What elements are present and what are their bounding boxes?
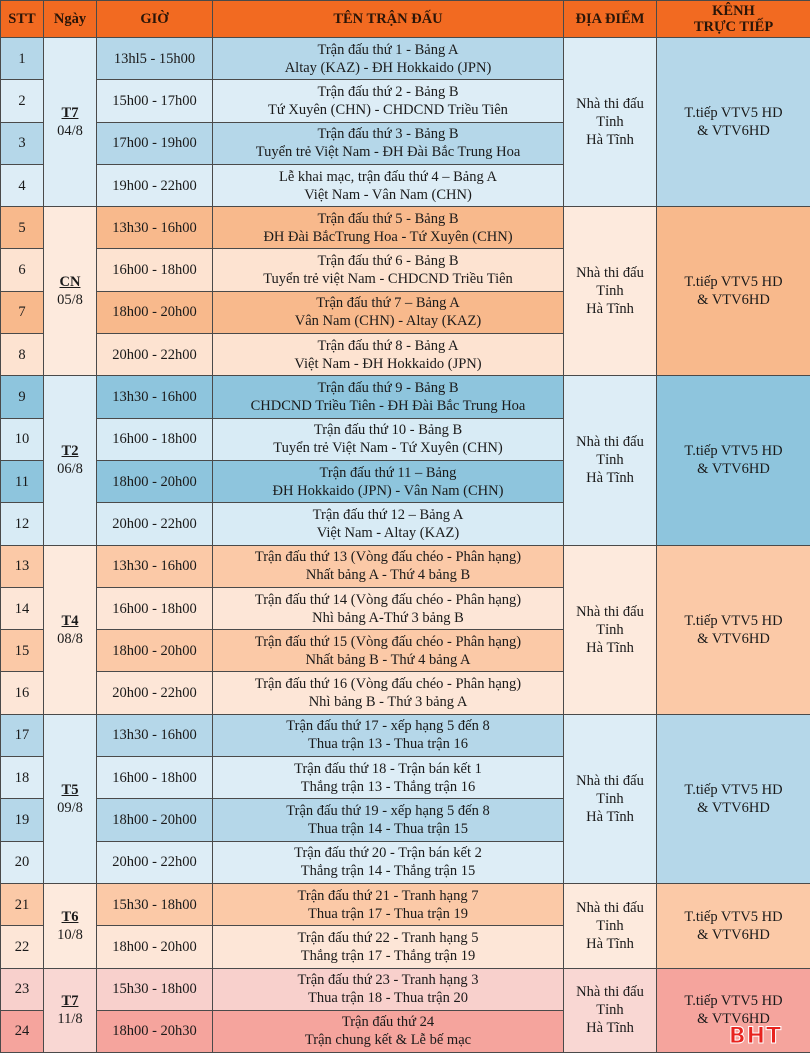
venue-cell xyxy=(564,545,657,714)
date-cell xyxy=(44,38,97,207)
watermark-logo: BHT xyxy=(728,1024,782,1050)
stt-cell: 24 xyxy=(1,1010,44,1052)
channel-line: & VTV6HD xyxy=(697,123,770,140)
match-cell xyxy=(213,883,564,925)
date-cell xyxy=(44,207,97,376)
match-title: Trận đấu thứ 8 - Bảng A xyxy=(317,337,459,354)
venue-line: Tỉnh xyxy=(596,283,624,300)
venue-line: Hà Tĩnh xyxy=(586,132,634,149)
match-teams: Việt Nam - ĐH Hokkaido (JPN) xyxy=(294,355,482,372)
header-row xyxy=(1,1,810,38)
channel-line: T.tiếp VTV5 HD xyxy=(684,274,783,291)
stt-cell: 18 xyxy=(1,757,44,799)
channel-line: & VTV6HD xyxy=(697,799,770,816)
match-title: Lễ khai mạc, trận đấu thứ 4 – Bảng A xyxy=(278,168,498,185)
channel-line: & VTV6HD xyxy=(697,630,770,647)
time-cell: 13h30 - 16h00 xyxy=(97,376,213,418)
match-title: Trận đấu thứ 24 xyxy=(341,1014,435,1031)
time-cell: 13hl5 - 15h00 xyxy=(97,38,213,80)
match-teams: ĐH Hokkaido (JPN) - Vân Nam (CHN) xyxy=(272,482,504,499)
venue-line: Nhà thi đấu xyxy=(576,603,644,620)
match-cell xyxy=(213,799,564,841)
header-date: Ngày xyxy=(44,1,97,38)
header-venue: ĐỊA ĐIỂM xyxy=(564,1,657,38)
date-cell xyxy=(44,376,97,545)
match-title: Trận đấu thứ 6 - Bảng B xyxy=(317,253,459,270)
match-teams: CHDCND Triều Tiên - ĐH Đài Bắc Trung Hoa xyxy=(250,398,526,415)
venue-cell xyxy=(564,376,657,545)
match-title: Trận đấu thứ 19 - xếp hạng 5 đến 8 xyxy=(286,802,490,819)
match-teams: Tuyển trẻ việt Nam - CHDCND Triều Tiên xyxy=(263,271,513,288)
venue-line: Nhà thi đấu xyxy=(576,984,644,1001)
stt-cell: 22 xyxy=(1,926,44,968)
match-teams: Thua trận 18 - Thua trận 20 xyxy=(308,990,468,1007)
channel-cell xyxy=(657,883,810,968)
date-cell xyxy=(44,714,97,883)
table-row xyxy=(1,207,810,249)
channel-line: T.tiếp VTV5 HD xyxy=(684,908,783,925)
time-cell: 15h30 - 18h00 xyxy=(97,883,213,925)
venue-line: Nhà thi đấu xyxy=(576,434,644,451)
table-row xyxy=(1,376,810,418)
channel-line: T.tiếp VTV5 HD xyxy=(684,612,783,629)
day-label: T2 xyxy=(61,443,79,460)
schedule-body xyxy=(1,38,810,1053)
match-cell xyxy=(213,757,564,799)
time-cell: 15h00 - 17h00 xyxy=(97,80,213,122)
date-label: 09/8 xyxy=(57,799,83,816)
table-row xyxy=(1,714,810,756)
stt-cell: 7 xyxy=(1,291,44,333)
venue-line: Hà Tĩnh xyxy=(586,470,634,487)
header-channel-line1: KÊNH xyxy=(712,3,755,19)
stt-cell: 10 xyxy=(1,418,44,460)
header-channel-line2: TRỰC TIẾP xyxy=(693,19,774,35)
match-cell xyxy=(213,249,564,291)
stt-cell: 16 xyxy=(1,672,44,714)
time-cell: 16h00 - 18h00 xyxy=(97,418,213,460)
match-teams: Thua trận 17 - Thua trận 19 xyxy=(308,905,468,922)
match-teams: Thua trận 13 - Thua trận 16 xyxy=(308,736,468,753)
match-cell xyxy=(213,38,564,80)
match-teams: Nhất bảng A - Thứ 4 bảng B xyxy=(305,567,471,584)
date-cell xyxy=(44,883,97,968)
match-title: Trận đấu thứ 13 (Vòng đấu chéo - Phân hạng) xyxy=(254,549,522,566)
time-cell: 20h00 - 22h00 xyxy=(97,334,213,376)
stt-cell: 20 xyxy=(1,841,44,883)
venue-line: Hà Tĩnh xyxy=(586,808,634,825)
stt-cell: 23 xyxy=(1,968,44,1010)
header-match: TÊN TRẬN ĐẤU xyxy=(213,1,564,38)
venue-cell xyxy=(564,968,657,1053)
match-title: Trận đấu thứ 15 (Vòng đấu chéo - Phân hạng) xyxy=(254,633,522,650)
time-cell: 16h00 - 18h00 xyxy=(97,249,213,291)
stt-cell: 11 xyxy=(1,460,44,502)
channel-line: & VTV6HD xyxy=(697,926,770,943)
match-cell xyxy=(213,714,564,756)
match-title: Trận đấu thứ 16 (Vòng đấu chéo - Phân hạng) xyxy=(254,676,522,693)
header-stt: STT xyxy=(1,1,44,38)
time-cell: 13h30 - 16h00 xyxy=(97,714,213,756)
venue-line: Nhà thi đấu xyxy=(576,96,644,113)
time-cell: 16h00 - 18h00 xyxy=(97,587,213,629)
day-label: CN xyxy=(59,274,81,291)
time-cell: 18h00 - 20h00 xyxy=(97,291,213,333)
stt-cell: 6 xyxy=(1,249,44,291)
venue-line: Tỉnh xyxy=(596,1002,624,1019)
stt-cell: 15 xyxy=(1,630,44,672)
stt-cell: 4 xyxy=(1,164,44,206)
stt-cell: 1 xyxy=(1,38,44,80)
venue-line: Tỉnh xyxy=(596,917,624,934)
day-label: T4 xyxy=(61,612,79,629)
match-title: Trận đấu thứ 14 (Vòng đấu chéo - Phân hạng) xyxy=(254,591,522,608)
match-title: Trận đấu thứ 1 - Bảng A xyxy=(317,41,459,58)
date-label: 04/8 xyxy=(57,123,83,140)
stt-cell: 8 xyxy=(1,334,44,376)
match-title: Trận đấu thứ 23 - Tranh hạng 3 xyxy=(297,972,479,989)
venue-line: Hà Tĩnh xyxy=(586,935,634,952)
date-cell xyxy=(44,968,97,1053)
table-row xyxy=(1,968,810,1010)
channel-line: & VTV6HD xyxy=(697,292,770,309)
match-title: Trận đấu thứ 21 - Tranh hạng 7 xyxy=(297,887,479,904)
match-title: Trận đấu thứ 2 - Bảng B xyxy=(317,83,459,100)
channel-line: T.tiếp VTV5 HD xyxy=(684,781,783,798)
match-teams: Vân Nam (CHN) - Altay (KAZ) xyxy=(294,313,482,330)
venue-line: Tỉnh xyxy=(596,452,624,469)
day-label: T5 xyxy=(61,781,79,798)
channel-cell xyxy=(657,968,810,1053)
match-cell xyxy=(213,418,564,460)
channel-cell xyxy=(657,545,810,714)
match-teams: Thắng trận 17 - Thắng trận 19 xyxy=(300,947,476,964)
stt-cell: 19 xyxy=(1,799,44,841)
venue-line: Tỉnh xyxy=(596,621,624,638)
table-row xyxy=(1,545,810,587)
match-cell xyxy=(213,926,564,968)
stt-cell: 9 xyxy=(1,376,44,418)
venue-cell xyxy=(564,714,657,883)
match-title: Trận đấu thứ 22 - Tranh hạng 5 xyxy=(297,929,479,946)
match-cell xyxy=(213,545,564,587)
match-teams: Thắng trận 13 - Thắng trận 16 xyxy=(300,778,476,795)
venue-line: Tỉnh xyxy=(596,790,624,807)
table-row xyxy=(1,38,810,80)
header-time: GIỜ xyxy=(97,1,213,38)
time-cell: 18h00 - 20h00 xyxy=(97,460,213,502)
match-cell xyxy=(213,1010,564,1052)
date-label: 08/8 xyxy=(57,630,83,647)
table-row xyxy=(1,883,810,925)
time-cell: 18h00 - 20h30 xyxy=(97,1010,213,1052)
venue-line: Hà Tĩnh xyxy=(586,1020,634,1037)
match-title: Trận đấu thứ 17 - xếp hạng 5 đến 8 xyxy=(286,718,490,735)
time-cell: 20h00 - 22h00 xyxy=(97,672,213,714)
venue-line: Tỉnh xyxy=(596,114,624,131)
match-teams: Tứ Xuyên (CHN) - CHDCND Triều Tiên xyxy=(268,101,508,118)
venue-line: Nhà thi đấu xyxy=(576,772,644,789)
time-cell: 16h00 - 18h00 xyxy=(97,757,213,799)
time-cell: 20h00 - 22h00 xyxy=(97,841,213,883)
stt-cell: 5 xyxy=(1,207,44,249)
match-teams: Altay (KAZ) - ĐH Hokkaido (JPN) xyxy=(284,59,492,76)
date-label: 11/8 xyxy=(57,1011,83,1028)
match-cell xyxy=(213,376,564,418)
match-title: Trận đấu thứ 9 - Bảng B xyxy=(317,380,459,397)
match-title: Trận đấu thứ 11 – Bảng xyxy=(319,464,457,481)
stt-cell: 21 xyxy=(1,883,44,925)
stt-cell: 13 xyxy=(1,545,44,587)
match-cell xyxy=(213,122,564,164)
venue-cell xyxy=(564,207,657,376)
day-label: T6 xyxy=(61,908,79,925)
match-title: Trận đấu thứ 18 - Trận bán kết 1 xyxy=(294,760,482,777)
channel-line: T.tiếp VTV5 HD xyxy=(684,993,783,1010)
stt-cell: 14 xyxy=(1,587,44,629)
channel-line: T.tiếp VTV5 HD xyxy=(684,105,783,122)
date-label: 05/8 xyxy=(57,292,83,309)
match-teams: Nhì bảng B - Thứ 3 bảng A xyxy=(308,694,468,711)
match-cell xyxy=(213,587,564,629)
day-label: T7 xyxy=(61,993,79,1010)
match-teams: Việt Nam - Altay (KAZ) xyxy=(316,524,460,541)
time-cell: 18h00 - 20h00 xyxy=(97,799,213,841)
match-title: Trận đấu thứ 7 – Bảng A xyxy=(316,295,460,312)
channel-cell xyxy=(657,38,810,207)
match-cell xyxy=(213,80,564,122)
match-cell xyxy=(213,630,564,672)
time-cell: 18h00 - 20h00 xyxy=(97,926,213,968)
match-teams: Nhất bảng B - Thứ 4 bảng A xyxy=(305,651,471,668)
channel-line: & VTV6HD xyxy=(697,461,770,478)
match-cell xyxy=(213,968,564,1010)
venue-line: Hà Tĩnh xyxy=(586,301,634,318)
match-cell xyxy=(213,841,564,883)
channel-cell xyxy=(657,207,810,376)
match-cell xyxy=(213,291,564,333)
match-teams: Nhì bảng A-Thứ 3 bảng B xyxy=(312,609,464,626)
time-cell: 13h30 - 16h00 xyxy=(97,545,213,587)
match-title: Trận đấu thứ 20 - Trận bán kết 2 xyxy=(294,845,482,862)
time-cell: 13h30 - 16h00 xyxy=(97,207,213,249)
day-label: T7 xyxy=(61,105,79,122)
match-cell xyxy=(213,207,564,249)
channel-line: & VTV6HD xyxy=(697,1011,770,1028)
stt-cell: 2 xyxy=(1,80,44,122)
match-title: Trận đấu thứ 3 - Bảng B xyxy=(317,126,459,143)
match-cell xyxy=(213,164,564,206)
venue-cell xyxy=(564,38,657,207)
match-title: Trận đấu thứ 10 - Bảng B xyxy=(313,422,463,439)
time-cell: 18h00 - 20h00 xyxy=(97,630,213,672)
venue-line: Hà Tĩnh xyxy=(586,639,634,656)
match-cell xyxy=(213,460,564,502)
match-title: Trận đấu thứ 5 - Bảng B xyxy=(317,210,459,227)
match-cell xyxy=(213,672,564,714)
stt-cell: 3 xyxy=(1,122,44,164)
stt-cell: 12 xyxy=(1,503,44,545)
match-title: Trận đấu thứ 12 – Bảng A xyxy=(312,506,464,523)
time-cell: 17h00 - 19h00 xyxy=(97,122,213,164)
match-teams: Việt Nam - Vân Nam (CHN) xyxy=(304,186,472,203)
match-teams: Tuyển trẻ Việt Nam - ĐH Đài Bắc Trung Hoa xyxy=(255,144,521,161)
stt-cell: 17 xyxy=(1,714,44,756)
channel-cell xyxy=(657,376,810,545)
venue-cell xyxy=(564,883,657,968)
date-cell xyxy=(44,545,97,714)
venue-line: Nhà thi đấu xyxy=(576,899,644,916)
match-teams: Thua trận 14 - Thua trận 15 xyxy=(308,820,468,837)
time-cell: 20h00 - 22h00 xyxy=(97,503,213,545)
time-cell: 19h00 - 22h00 xyxy=(97,164,213,206)
venue-line: Nhà thi đấu xyxy=(576,265,644,282)
match-teams: ĐH Đài BắcTrung Hoa - Tứ Xuyên (CHN) xyxy=(263,228,513,245)
match-teams: Trận chung kết & Lễ bế mạc xyxy=(304,1032,472,1049)
match-cell xyxy=(213,334,564,376)
match-teams: Thắng trận 14 - Thắng trận 15 xyxy=(300,863,476,880)
date-label: 10/8 xyxy=(57,926,83,943)
header-channel xyxy=(657,1,810,38)
time-cell: 15h30 - 18h00 xyxy=(97,968,213,1010)
match-teams: Tuyển trẻ Việt Nam - Tứ Xuyên (CHN) xyxy=(273,440,503,457)
date-label: 06/8 xyxy=(57,461,83,478)
channel-line: T.tiếp VTV5 HD xyxy=(684,443,783,460)
match-cell xyxy=(213,503,564,545)
channel-cell xyxy=(657,714,810,883)
